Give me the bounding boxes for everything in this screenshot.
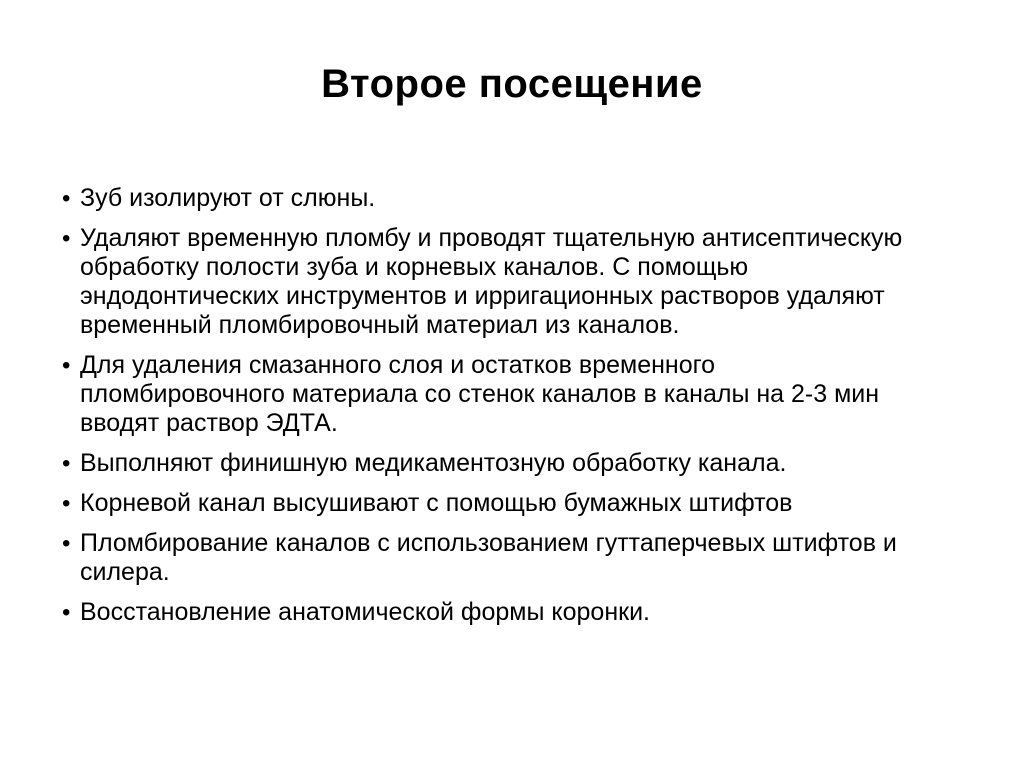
bullet-list bbox=[62, 184, 920, 638]
bullet-item: • Пломбирование каналов с использованием гуттаперчевых штифтов и силера. bbox=[62, 529, 920, 587]
bullet-item: • Удаляют временную пломбу и проводят тщательную антисептическую обработку полости зуба и корневых каналов. С помощью эндодонтических инструментов и ирригационных растворов удаляют временный пломбировочный материал из каналов. bbox=[62, 224, 920, 340]
bullet-item: • Восстановление анатомической формы коронки. bbox=[62, 598, 920, 627]
bullet-item: • Выполняют финишную медикаментозную обработку канала. bbox=[62, 449, 920, 478]
bullet-item: • Зуб изолируют от слюны. bbox=[62, 184, 920, 213]
slide-title: Второе посещение bbox=[321, 62, 703, 106]
bullet-item: • Корневой канал высушивают с помощью бумажных штифтов bbox=[62, 489, 920, 518]
bullet-item: • Для удаления смазанного слоя и остатков временного пломбировочного материала со стенок каналов в каналы на 2-3 мин вводят раствор ЭДТА. bbox=[62, 351, 920, 438]
